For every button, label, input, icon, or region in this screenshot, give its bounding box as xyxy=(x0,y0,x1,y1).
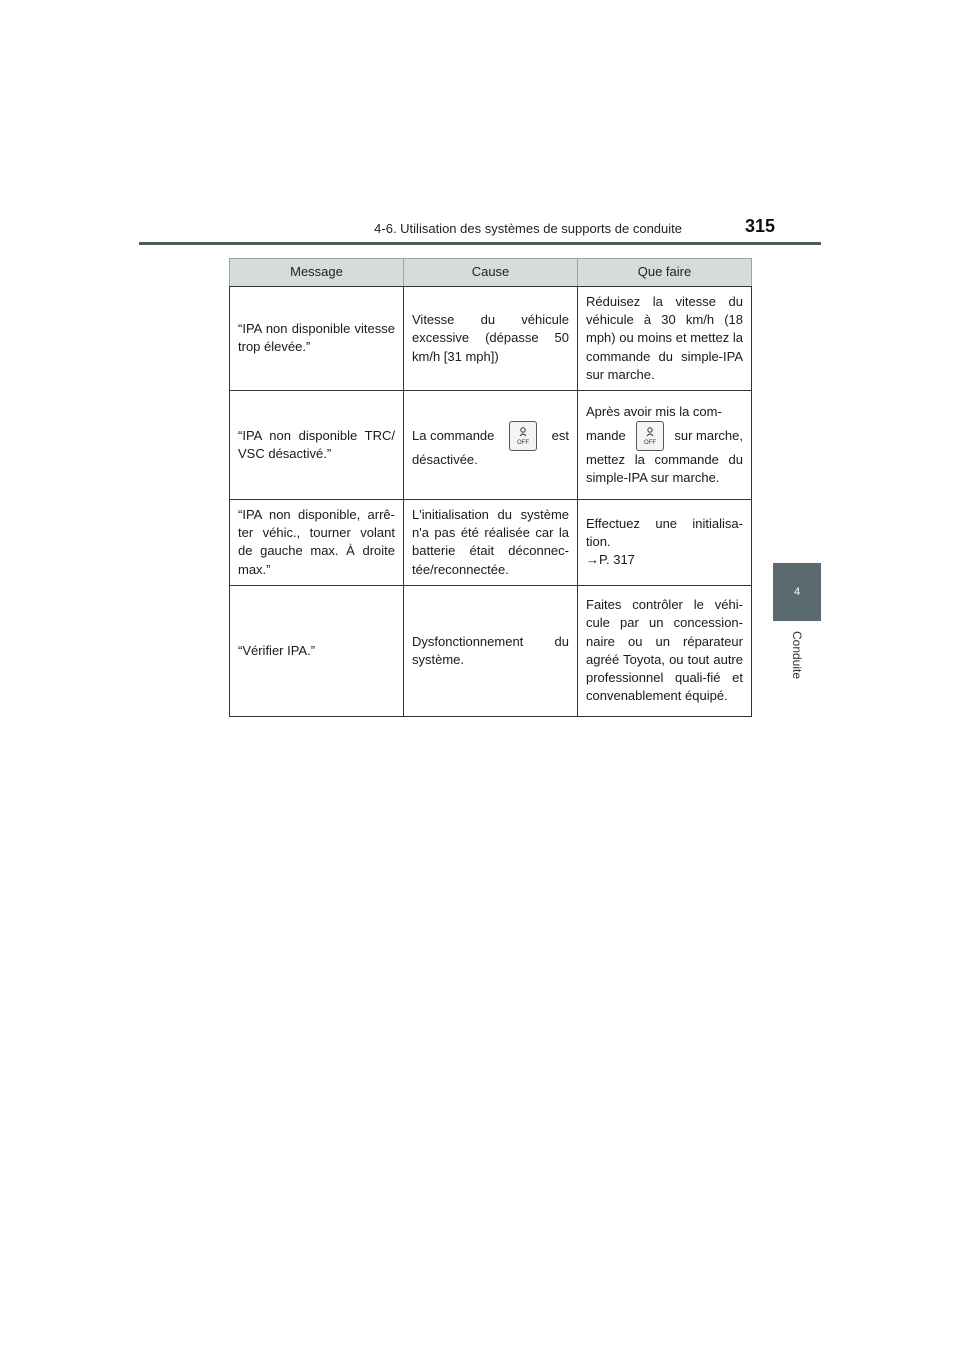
action-cell xyxy=(578,390,752,499)
table-row xyxy=(230,499,752,585)
column-header-action: Que faire xyxy=(578,259,752,287)
table-row xyxy=(230,585,752,716)
cause-text-before: La commande xyxy=(412,427,495,443)
section-title: 4-6. Utilisation des systèmes de supports de conduite xyxy=(374,221,682,236)
action-text-before: mande xyxy=(586,427,626,443)
cause-line xyxy=(412,421,569,451)
action-line-1: Après avoir mis la com- xyxy=(586,403,722,419)
message-cell: “Vérifier IPA.” xyxy=(230,585,404,716)
column-header-message: Message xyxy=(230,259,404,287)
cause-text-end: désactivée. xyxy=(412,451,478,467)
chapter-tab xyxy=(773,563,821,621)
switch-label: OFF xyxy=(517,439,530,446)
trc-vsc-off-switch-icon xyxy=(636,421,664,451)
cause-cell: L'initialisation du système n'a pas été réalisée car la batterie était déconnec-tée/reconnectée. xyxy=(404,499,578,585)
switch-label: OFF xyxy=(644,439,657,446)
page-reference-link[interactable]: →P. 317 xyxy=(586,552,635,568)
chapter-label: Conduite xyxy=(790,630,804,680)
table-row xyxy=(230,287,752,391)
message-cell: “IPA non disponible vitesse trop élevée.” xyxy=(230,287,404,391)
cause-cell xyxy=(404,390,578,499)
chapter-number: 4 xyxy=(793,586,801,598)
cause-cell: Vitesse du véhicule excessive (dépasse 50 km/h [31 mph]) xyxy=(404,287,578,391)
action-cell: Réduisez la vitesse du véhicule à 30 km/h (18 mph) ou moins et mettez la commande du simple-IPA sur marche. xyxy=(578,287,752,391)
message-table xyxy=(229,258,752,717)
action-text-end: mettez la commande du simple-IPA sur marche. xyxy=(586,451,743,486)
action-line-2 xyxy=(586,421,743,451)
header-divider xyxy=(139,242,821,245)
column-header-cause: Cause xyxy=(404,259,578,287)
trc-vsc-off-switch-icon xyxy=(509,421,537,451)
table-row xyxy=(230,390,752,499)
action-cell xyxy=(578,499,752,585)
action-cell: Faites contrôler le véhi-cule par un concession-naire ou un réparateur agréé Toyota, ou tout autre professionnel quali-fié et convenablement équipé. xyxy=(578,585,752,716)
message-cell: “IPA non disponible TRC/ VSC désactivé.” xyxy=(230,390,404,499)
action-text: Effectuez une initialisa-tion. xyxy=(586,516,743,550)
table-header-row xyxy=(230,259,752,287)
action-text-after: sur marche, xyxy=(674,427,743,443)
message-cell: “IPA non disponible, arrê-ter véhic., tourner volant de gauche max. À droite max.” xyxy=(230,499,404,585)
cause-cell: Dysfonctionnement du système. xyxy=(404,585,578,716)
cause-text-after: est xyxy=(551,427,569,443)
page-number: 315 xyxy=(744,216,775,236)
